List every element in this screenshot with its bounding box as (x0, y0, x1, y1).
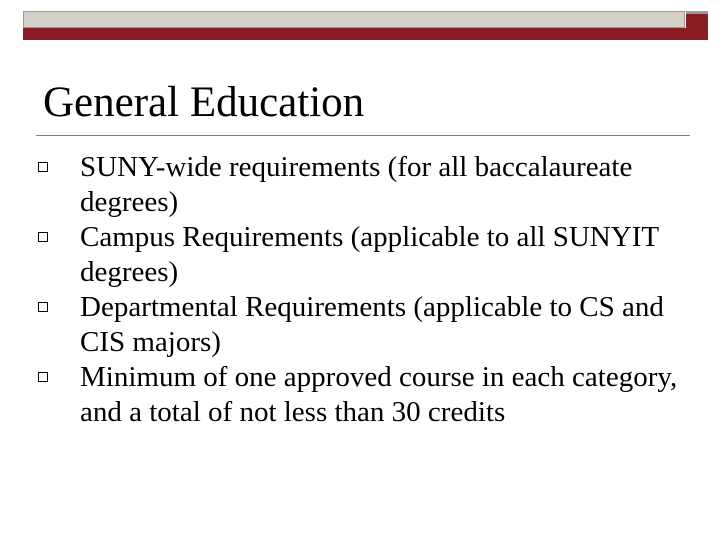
bullet-list (0, 150, 700, 430)
hollow-square-bullet-icon (38, 302, 48, 312)
bullet-item (0, 220, 700, 290)
hollow-square-bullet-icon (38, 232, 48, 242)
bullet-item (0, 360, 700, 430)
title-divider (36, 135, 690, 136)
bullet-text: Campus Requirements (applicable to all SUNYIT degrees) (80, 221, 659, 288)
bullet-text: SUNY-wide requirements (for all baccalaureate degrees) (80, 151, 633, 218)
header-gray-band (23, 11, 685, 28)
hollow-square-bullet-icon (38, 162, 48, 172)
hollow-square-bullet-icon (38, 372, 48, 382)
bullet-text: Departmental Requirements (applicable to CS and CIS majors) (80, 291, 664, 358)
header-red-band (23, 28, 687, 40)
bullet-item (0, 150, 700, 220)
slide-title: General Education (43, 79, 365, 126)
header-corner-red (686, 14, 708, 40)
bullet-item (0, 290, 700, 360)
bullet-text: Minimum of one approved course in each category, and a total of not less than 30 credits (80, 361, 678, 428)
